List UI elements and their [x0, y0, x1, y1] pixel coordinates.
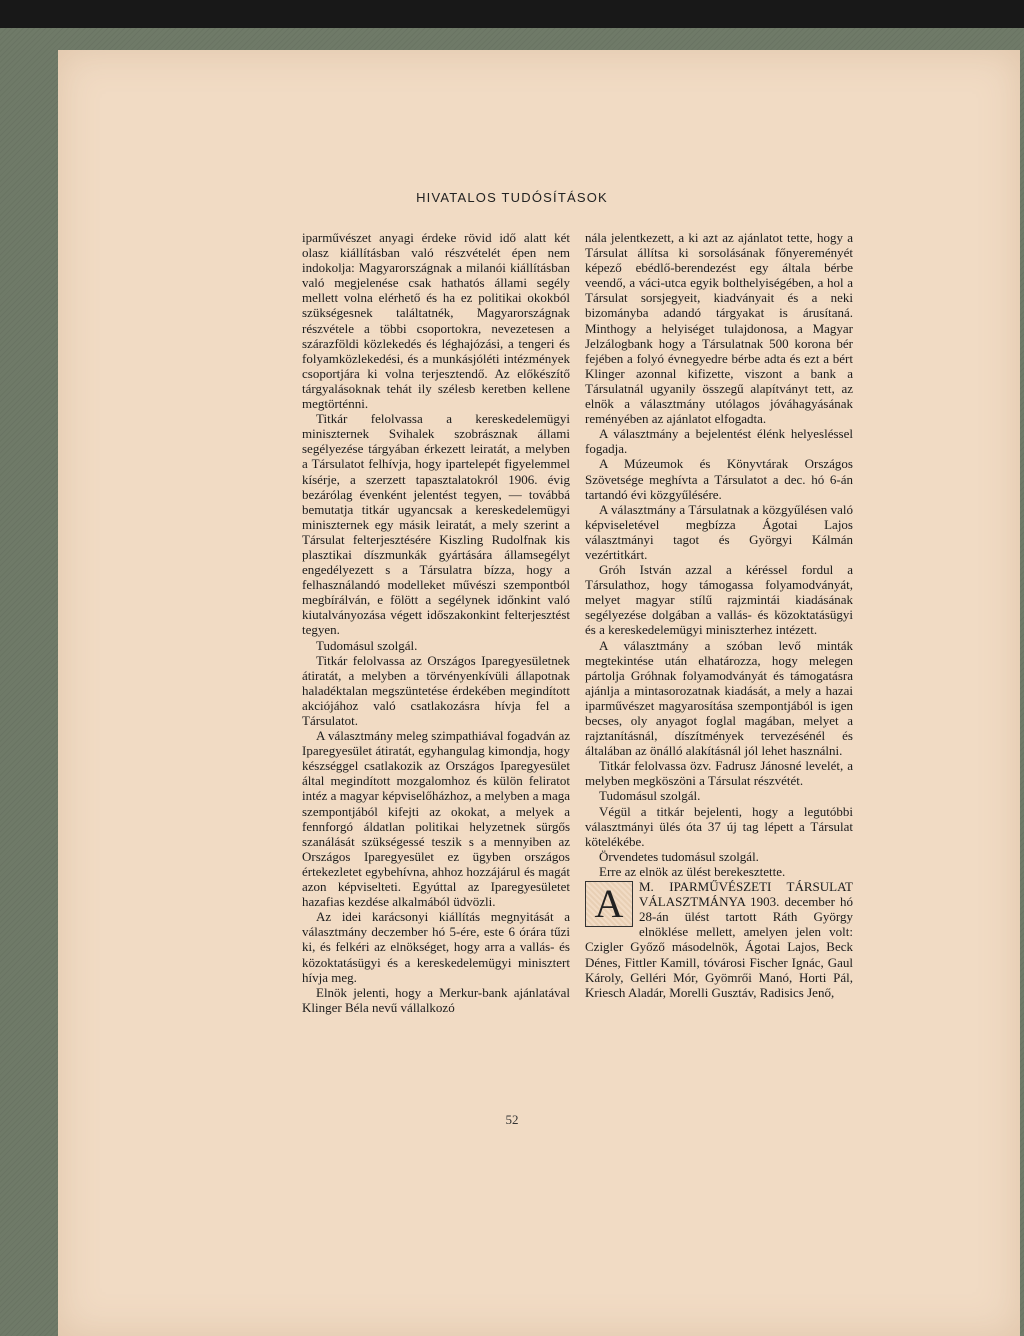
paragraph: Végül a titkár bejelenti, hogy a legutóbbi választmányi ülés óta 37 új tag lépett a Társulat kötelékébe. [585, 803, 853, 849]
paragraph: A Múzeumok és Könyvtárak Országos Szövetsége meghívta a Társulatot a dec. hó 6-án tartandó évi közgyűlésére. [585, 456, 853, 502]
left-column [302, 230, 570, 1015]
section-heading: M. IPARMŰVÉSZETI TÁRSULAT VÁLASZTMÁNYA 1903. [639, 879, 853, 910]
page-number: 52 [505, 1112, 519, 1127]
right-column [585, 230, 853, 1000]
running-header: HIVATALOS TUDÓSÍTÁSOK [416, 190, 608, 205]
paragraph: Titkár felolvassa az Országos Iparegyesületnek átiratát, a melyben a törvényenkívüli állapotnak haladéktalan megszüntetése érdekében megindított akciójához való csatlakozásra hívja fel a Társulatot. [302, 652, 570, 728]
paragraph: A választmány meleg szimpathiával fogadván az Iparegyesület átiratát, egyhangulag kimondja, hogy készséggel csatlakozik az Országos Iparegyesület által megindított mozgalomhoz és külön feliratot intéz a magyar képviselőházhoz, a melyben a maga szempontjából kifejti az okokat, a melyek a fennforgó áldatlan politikai helyzetnek sürgős szanálását szükségessé teszik s a mennyiben az Országos Iparegyesület ez ügyben országos értekezletet egybehívna, ahhoz hozzájárul és magát azon képviselteti. Egyúttal az Iparegyesületet hazafias kezdése alkalmából üdvözli. [302, 728, 570, 910]
paragraph: Gróh István azzal a kéréssel fordul a Társulathoz, hogy támogassa folyamodványát, melyet magyar stílű rajzmintái kiadásának segélyezése dolgában a vallás- és közoktatásügyi és a kereskedelemügyi miniszterhez intézett. [585, 562, 853, 638]
ornamental-initial: A [585, 881, 633, 927]
section-paragraph [585, 879, 853, 1000]
paragraph: Titkár felolvassa özv. Fadrusz Jánosné levelét, a melyben megköszöni a Társulat részvétét. [585, 758, 853, 789]
paragraph: Elnök jelenti, hogy a Merkur-bank ajánlatával Klinger Béla nevű vállalkozó [302, 984, 570, 1015]
section-body: december hó 28-án ülést tartott Ráth György elnöklése mellett, amelyen jelen volt: Czigler Győző másodelnök, Ágotai Lajos, Beck Dénes, Fittler Kamill, tóvárosi Fischer Ignác, Gaul Károly, Gelléri Mór, Gyömrői Manó, Horti Pál, Kriesch Aladár, Morelli Gusztáv, Radisics Jenő, [585, 894, 853, 1000]
paragraph: Tudomásul szolgál. [316, 637, 418, 653]
paragraph: nála jelentkezett, a ki azt az ajánlatot tette, hogy a Társulat állítsa ki sorsolásának főnyereményét képező ebédlő-berendezést egy általa bérbe veendő, a váci-utca egyik bolthelyiségében, a hol a Társulat sorsjegyeit, kiadványait és a neki bizományba adandó tárgyakat is árusítaná. Minthogy a helyiséget tulajdonosa, a Magyar Jelzálogbank hogy a Társulatnak 500 korona bér fejében a folyó évnegyedre bérbe adta és ezt a bért Klinger azonnal kifizette, viszont a bank a Társulatnál ugyanily összegű alapítványt tett, az elnök a választmány utólagos jóváhagyásának reményében az ajánlatot elfogadta. [585, 230, 853, 427]
paragraph: iparművészet anyagi érdeke rövid idő alatt két olasz kiállításban való részvételét épen nem indokolja: Magyarországnak a milanói kiállításban való megjelenése csak hathatós állami segély mellett volna elérhető és ha ez politikai okokból szükségesnek találtatnék, Magyarországnak részvétele a többi csoportokra, nevezetesen a szárazföldi közlekedés és léghajózási, a tengeri és folyamközlekedési, és a munkásjóléti intézmények csoportjára ki volna terjesztendő. Az előkészítő tárgyalásoknak tehát ily szélesb keretben kellene megtörténni. [302, 230, 570, 412]
paragraph: Örvendetes tudomásul szolgál. [599, 848, 759, 864]
paragraph: A választmány a Társulatnak a közgyűlésen való képviseletével megbízza Ágotai Lajos választmányi tagot és Györgyi Kálmán vezértitkárt. [585, 501, 853, 562]
paragraph: Erre az elnök az ülést berekesztette. [599, 863, 786, 879]
paragraph: A választmány a szóban levő minták megtekintése után elhatározza, hogy melegen pártolja Gróhnak folyamodványát és támogatásra ajánlja a mintasorozatnak kiadását, a mely a hazai iparművészet magyarosítása szempontjából is igen becses, oly anyagot foglal magában, melyet a rajztanításnál, díszítmények tervezésénél és általában az önálló alakításnál jól lehet használni. [585, 637, 853, 759]
paragraph: A választmány a bejelentést élénk helyesléssel fogadja. [585, 426, 853, 457]
paragraph: Tudomásul szolgál. [599, 788, 701, 804]
paragraph: Az idei karácsonyi kiállítás megnyitását a választmány deczember hó 5-ére, este 6 órára tűzi ki, és felkéri az elnökséget, hogy arra a vallás- és közoktatásügyi és a kereskedelemügyi minisztert hívja meg. [302, 909, 570, 985]
paragraph: Titkár felolvassa a kereskedelemügyi miniszternek Svihalek szobrásznak állami segélyezése tárgyában érkezett leiratát, a melyben a Társulatot felhívja, hogy ipartelepét figyelemmel kísérje, a szerzett tapasztalatokról 1906. évig bezárólag évenként jelentést tegyen, — továbbá bemutatja titkár ugyancsak a kereskedelemügyi miniszternek egy másik leiratát, a mely szerint a Társulat felterjesztésére Kiszling Rudolfnak kis plasztikai díszmunkák gyártására államsegélyt engedélyezett s a Társulatra bízza, hogy a felhasználandó modelleket művészi szempontból megbírálván, e fölött a segélynek időnkint való kiutalványozása végett időszakonkint felterjesztést tegyen. [302, 411, 570, 638]
